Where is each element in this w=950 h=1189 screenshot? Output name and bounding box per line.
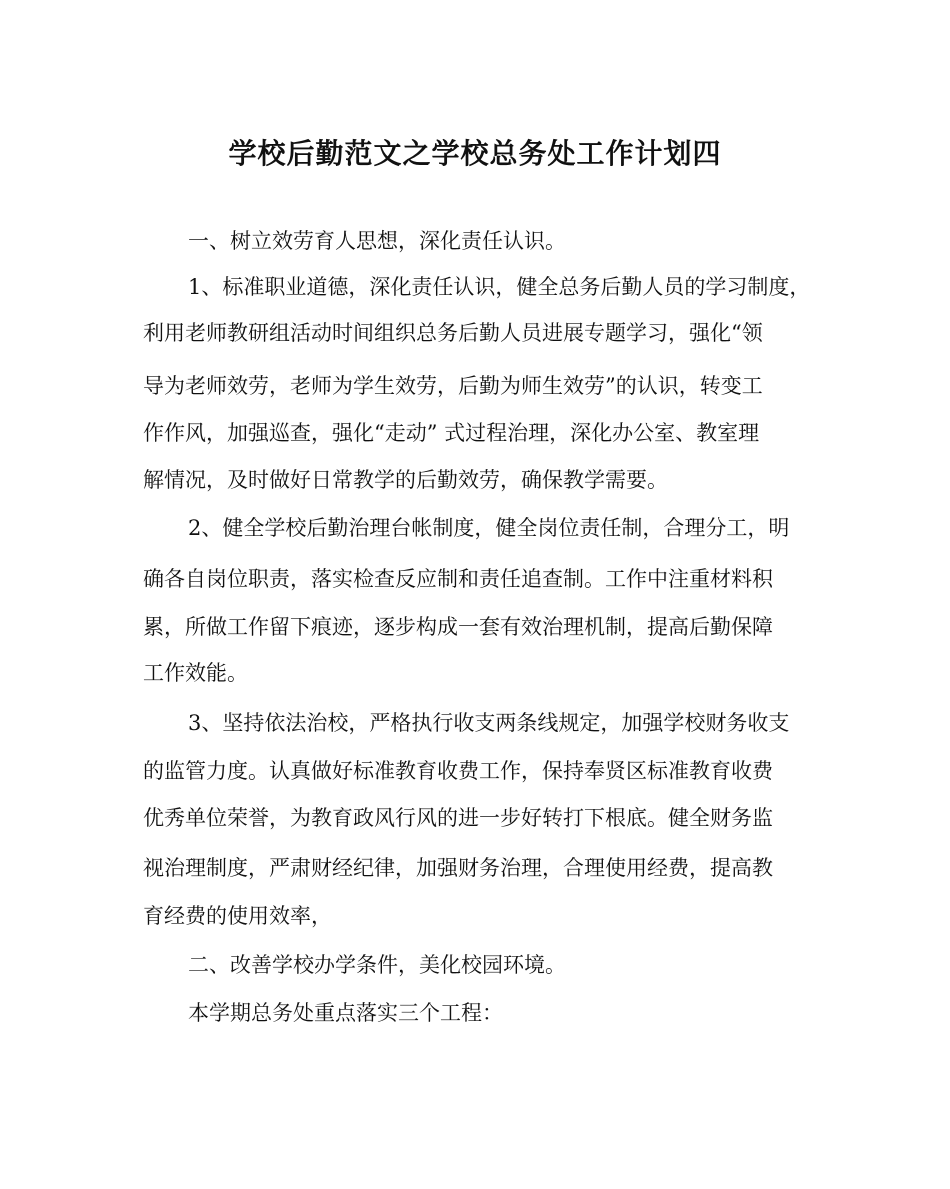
paragraph-line: 工作效能。	[143, 661, 248, 685]
paragraph-line: 作作风，加强巡查，强化“走动” 式过程治理，深化办公室、教室理	[143, 421, 760, 445]
paragraph-line: 利用老师教研组活动时间组织总务后勤人员进展专题学习，强化“领	[143, 321, 763, 345]
section-heading-2: 二、改善学校办学条件，美化校园环境。	[188, 953, 566, 977]
paragraph-line: 育经费的使用效率，	[143, 904, 332, 928]
document-title: 学校后勤范文之学校总务处工作计划四	[228, 137, 722, 170]
paragraph-line: 累，所做工作留下痕迹，逐步构成一套有效治理机制，提高后勤保障	[143, 615, 773, 639]
paragraph-line: 导为老师效劳，老师为学生效劳，后勤为师生效劳”的认识，转变工	[143, 374, 763, 398]
paragraph-line: 2、健全学校后勤治理台帐制度，健全岗位责任制，合理分工，明	[188, 516, 790, 540]
paragraph-line: 解情况，及时做好日常教学的后勤效劳，确保教学需要。	[143, 468, 668, 492]
section-heading-1: 一、树立效劳育人思想，深化责任认识。	[188, 229, 566, 253]
paragraph-line: 的监管力度。认真做好标准教育收费工作，保持奉贤区标准教育收费	[143, 759, 773, 783]
paragraph-line: 本学期总务处重点落实三个工程：	[188, 1001, 503, 1025]
paragraph-line: 确各自岗位职责，落实检查反应制和责任追查制。工作中注重材料积	[143, 567, 773, 591]
paragraph-line: 视治理制度，严肃财经纪律，加强财务治理，合理使用经费，提高教	[143, 856, 773, 880]
paragraph-line: 3、坚持依法治校，严格执行收支两条线规定，加强学校财务收支	[188, 711, 790, 735]
paragraph-line: 1、标准职业道德，深化责任认识，健全总务后勤人员的学习制度，	[188, 275, 811, 299]
paragraph-line: 优秀单位荣誉，为教育政风行风的进一步好转打下根底。健全财务监	[143, 806, 773, 830]
